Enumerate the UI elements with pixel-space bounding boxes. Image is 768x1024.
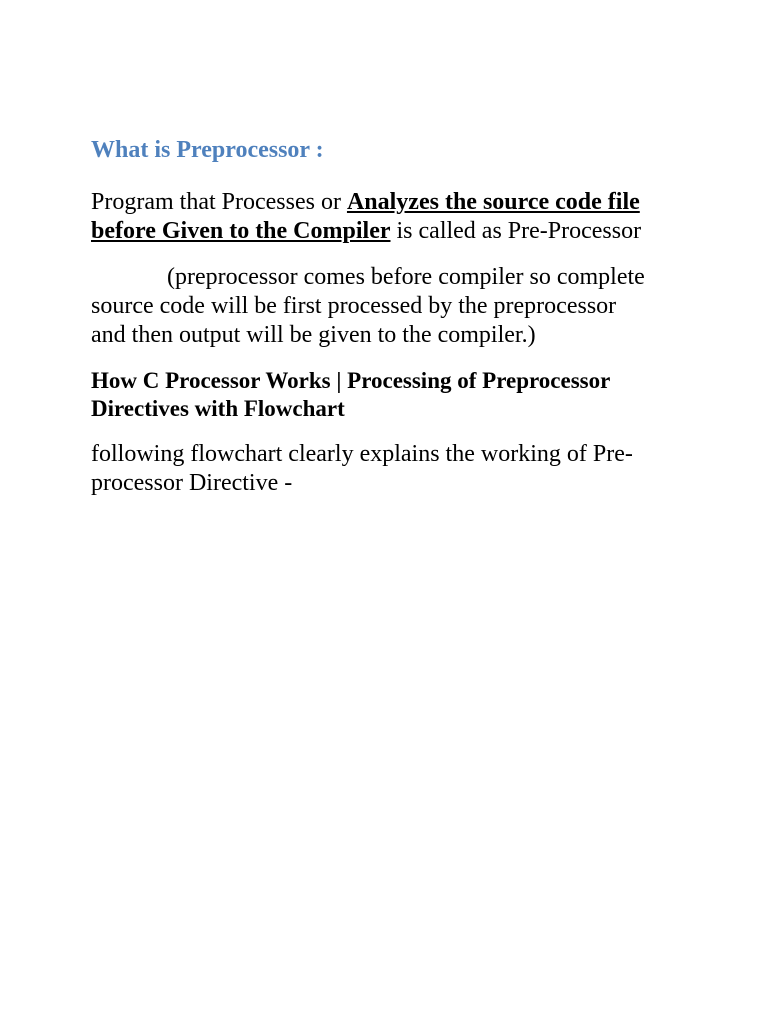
note-line-2: source code will be first processed by the preprocessor <box>91 293 617 319</box>
flowchart-intro-line-2: processor Directive - <box>91 470 293 496</box>
definition-line-1 <box>91 188 671 217</box>
note-text-1: (preprocessor comes before compiler so complete <box>167 264 645 290</box>
note-paragraph <box>91 263 671 350</box>
flowchart-heading-line-2: Directives with Flowchart <box>91 396 345 421</box>
flowchart-heading-line-1: How C Processor Works | Processing of Preprocessor <box>91 368 611 393</box>
note-line-3: and then output will be given to the compiler.) <box>91 322 536 348</box>
flowchart-intro-line-1: following flowchart clearly explains the working of Pre- <box>91 441 633 467</box>
definition-line-2 <box>91 217 671 246</box>
definition-emphasis-1: Analyzes the source code file <box>346 189 640 215</box>
definition-paragraph <box>91 188 671 246</box>
definition-text-plain-2: is called as Pre-Processor <box>390 218 642 244</box>
note-line-1 <box>91 263 671 292</box>
flowchart-heading <box>91 367 671 423</box>
document-page <box>91 136 671 515</box>
flowchart-intro-paragraph <box>91 440 671 498</box>
definition-emphasis-2: before Given to the Compiler <box>91 218 391 244</box>
section-heading: What is Preprocessor : <box>91 137 324 163</box>
definition-text-plain-1: Program that Processes or <box>91 189 347 215</box>
